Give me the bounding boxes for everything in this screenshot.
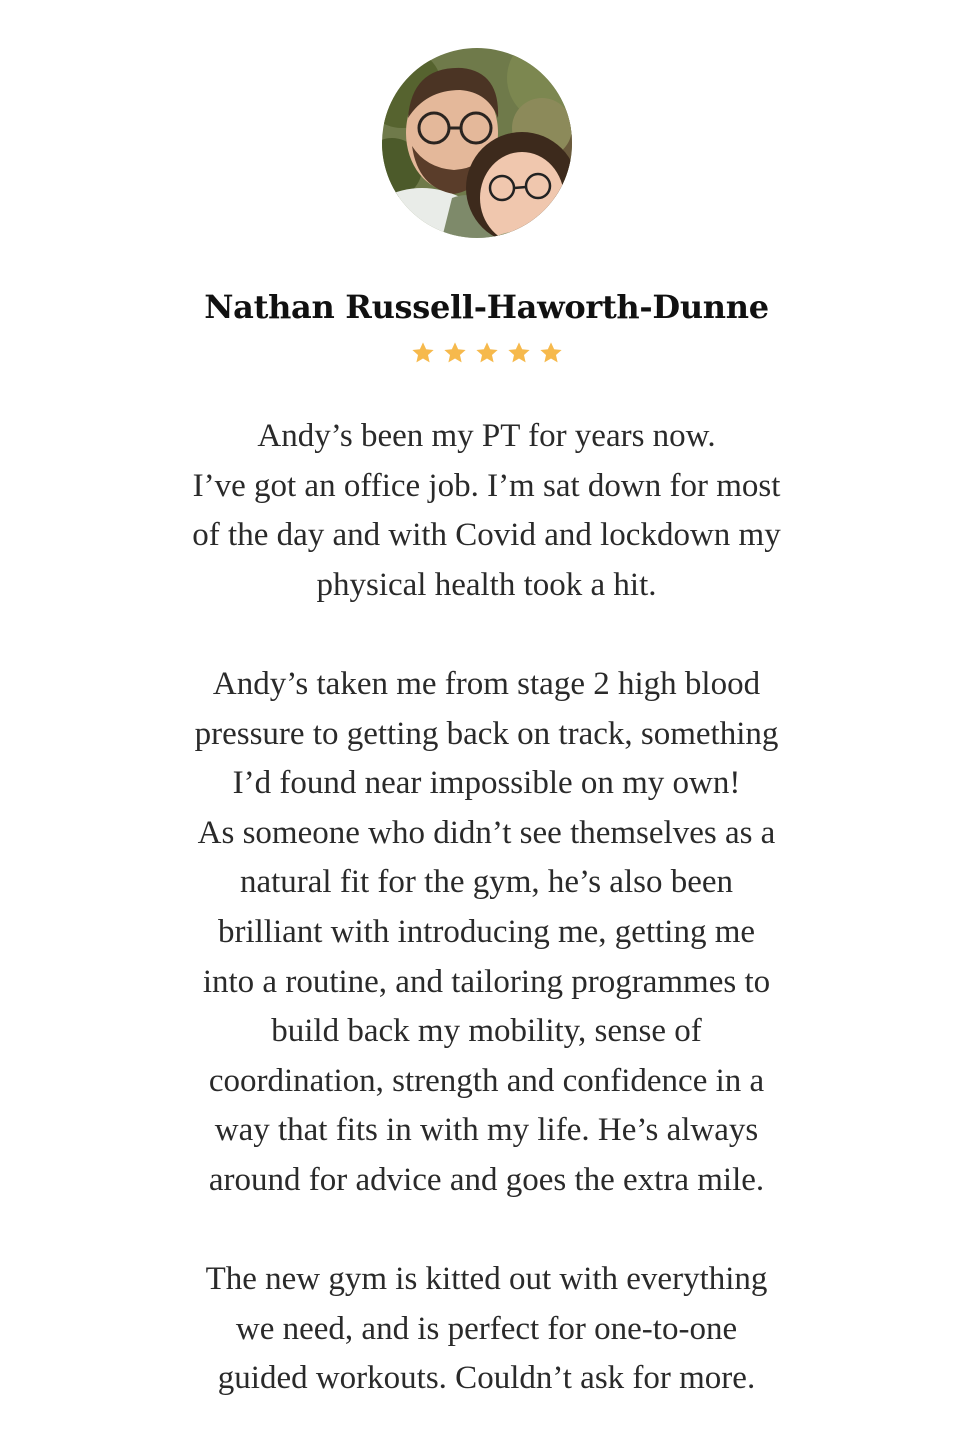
review-line: we need, and is perfect for one-to-one [235,1310,738,1347]
review-text [150,412,823,1404]
review-line: As someone who didn’t see themselves as a [197,814,776,851]
review-line: around for advice and goes the extra mile. [208,1161,765,1198]
review-line: into a routine, and tailoring programmes to [202,963,771,1000]
reviewer-photo-image [382,48,572,238]
reviewer-name: Nathan Russell-Haworth-Dunne [204,288,769,326]
review-line: Andy’s taken me from stage 2 high blood [212,665,761,702]
review-line: natural fit for the gym, he’s also been [239,864,734,901]
paragraph-gap [150,1206,823,1256]
review-line: guided workouts. Couldn’t ask for more. [217,1360,756,1397]
star-icon [442,340,468,366]
review-line: I’d found near impossible on my own! [232,765,741,802]
reviewer-avatar [382,48,572,238]
review-line: I’ve got an office job. I’m sat down for most [192,467,781,504]
star-icon [538,340,564,366]
review-line: brilliant with introducing me, getting me [217,913,756,950]
review-line: way that fits in with my life. He’s always [214,1112,759,1149]
star-icon [506,340,532,366]
review-line: pressure to getting back on track, something [194,715,779,752]
star-rating [0,340,973,366]
star-icon [474,340,500,366]
review-line: The new gym is kitted out with everything [205,1261,768,1298]
review-line: build back my mobility, sense of [271,1013,702,1050]
paragraph-gap [150,610,823,660]
review-line: physical health took a hit. [316,566,657,603]
star-icon [410,340,436,366]
review-line: coordination, strength and confidence in a [208,1062,765,1099]
review-line: Andy’s been my PT for years now. [257,418,716,454]
review-line: of the day and with Covid and lockdown my [192,517,781,554]
